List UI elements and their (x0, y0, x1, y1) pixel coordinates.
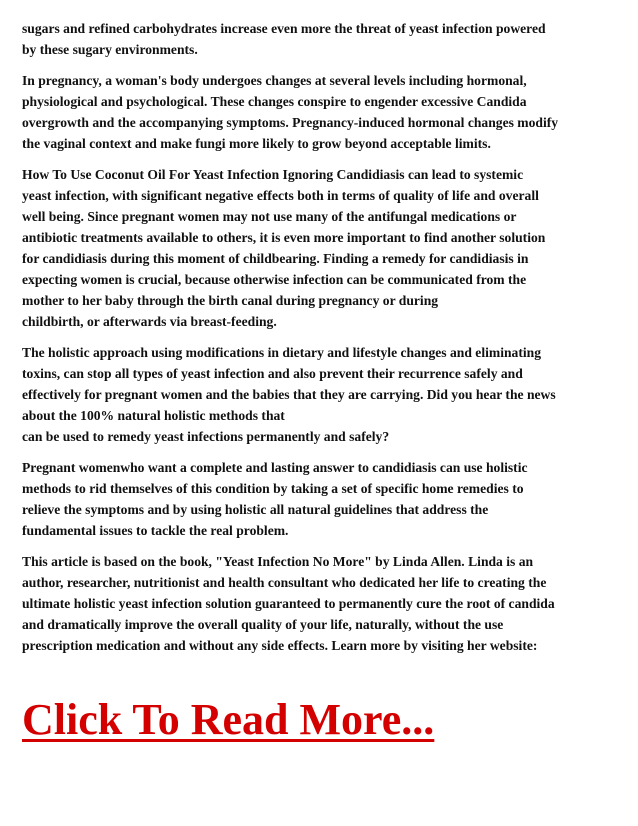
text-line: for candidiasis during this moment of childbearing. Finding a remedy for candidiasis in (22, 251, 529, 266)
text-line: prescription medication and without any side effects. Learn more by visiting her website: (22, 638, 538, 653)
paragraph-holistic-approach (22, 342, 622, 447)
text-line: the vaginal context and make fungi more likely to grow beyond acceptable limits. (22, 136, 491, 151)
text-line: How To Use Coconut Oil For Yeast Infection Ignoring Candidiasis can lead to systemic (22, 167, 524, 182)
document-page (22, 18, 622, 744)
text-line: can be used to remedy yeast infections permanently and safely? (22, 429, 390, 444)
text-line: expecting women is crucial, because otherwise infection can be communicated from the (22, 272, 527, 287)
text-line: and dramatically improve the overall quality of your life, naturally, without the use (22, 617, 504, 632)
text-line: overgrowth and the accompanying symptoms. Pregnancy-induced hormonal changes modify (22, 115, 559, 130)
paragraph-sugars (22, 18, 622, 60)
text-line: The holistic approach using modifications in dietary and lifestyle changes and eliminating (22, 345, 542, 360)
text-line: relieve the symptoms and by using holistic all natural guidelines that address the (22, 502, 489, 517)
text-line: physiological and psychological. These changes conspire to engender excessive Candida (22, 94, 527, 109)
text-line: author, researcher, nutritionist and health consultant who dedicated her life to creating the (22, 575, 547, 590)
text-line: This article is based on the book, "Yeast Infection No More" by Linda Allen. Linda is an (22, 554, 534, 569)
text-line: well being. Since pregnant women may not use many of the antifungal medications or (22, 209, 517, 224)
text-line: toxins, can stop all types of yeast infection and also prevent their recurrence safely and (22, 366, 523, 381)
text-line: mother to her baby through the birth canal during pregnancy or during (22, 293, 439, 308)
paragraph-article-source (22, 551, 622, 656)
paragraph-coconut-oil (22, 164, 622, 332)
text-line: by these sugary environments. (22, 42, 198, 57)
text-line: effectively for pregnant women and the babies that they are carrying. Did you hear the news (22, 387, 556, 402)
text-line: yeast infection, with significant negative effects both in terms of quality of life and overall (22, 188, 539, 203)
text-line: methods to rid themselves of this condition by taking a set of specific home remedies to (22, 481, 524, 496)
text-line: sugars and refined carbohydrates increase even more the threat of yeast infection powered (22, 21, 546, 36)
paragraph-pregnancy (22, 70, 622, 154)
text-line: In pregnancy, a woman's body undergoes changes at several levels including hormonal, (22, 73, 527, 88)
paragraph-pregnant-women (22, 457, 622, 541)
text-line: childbirth, or afterwards via breast-feeding. (22, 314, 277, 329)
text-line: Pregnant womenwho want a complete and lasting answer to candidiasis can use holistic (22, 460, 528, 475)
text-line: about the 100% natural holistic methods that (22, 408, 285, 423)
click-to-read-more-link[interactable]: Click To Read More... (22, 695, 435, 744)
text-line: antibiotic treatments available to others, it is even more important to find another solution (22, 230, 546, 245)
text-line: ultimate holistic yeast infection solution guaranteed to permanently cure the root of candida (22, 596, 555, 611)
text-line: fundamental issues to tackle the real problem. (22, 523, 289, 538)
